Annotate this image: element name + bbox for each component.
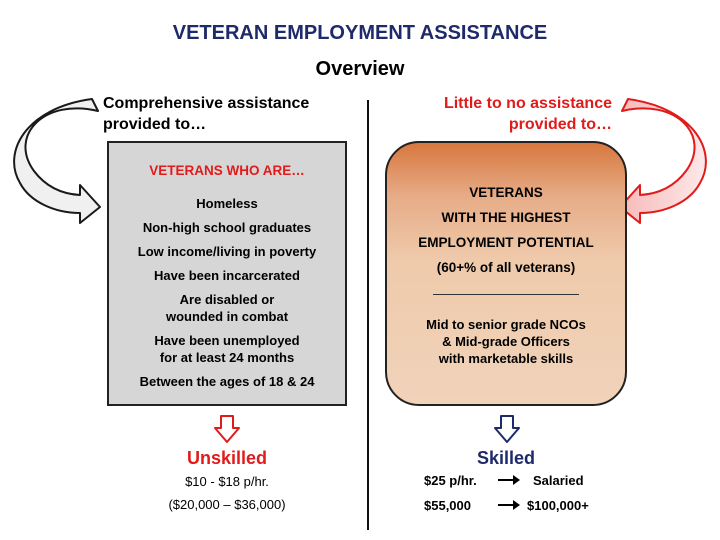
left-heading-line1: Comprehensive assistance (103, 95, 310, 112)
right-box-sub-line: Mid to senior grade NCOs (426, 317, 586, 332)
right-box-line: WITH THE HIGHEST (441, 210, 571, 225)
criteria-item: for at least 24 months (159, 350, 295, 365)
right-heading-line1: Little to no assistance (443, 95, 612, 112)
criteria-item: Between the ages of 18 & 24 (139, 374, 315, 389)
criteria-item: Have been incarcerated (154, 268, 300, 283)
criteria-item: Are disabled or (179, 292, 275, 307)
left-box-heading: VETERANS WHO ARE… (149, 163, 305, 178)
right-arrow-icon (497, 474, 521, 486)
down-arrow-navy-icon (493, 414, 521, 444)
criteria-item: Non-high school graduates (142, 220, 312, 235)
left-veterans-box (107, 141, 347, 406)
left-heading (103, 93, 363, 135)
right-box-line: VETERANS (469, 185, 543, 200)
right-box-sub-line: with marketable skills (438, 351, 574, 366)
unskilled-salary-range: ($20,000 – $36,000) (168, 497, 286, 512)
skilled-pay-from: $25 p/hr. (424, 473, 477, 488)
page-title: VETERAN EMPLOYMENT ASSISTANCE (172, 22, 548, 44)
left-heading-line2: provided to… (103, 116, 207, 133)
center-divider (367, 100, 369, 530)
criteria-item: Homeless (196, 196, 258, 211)
right-heading-line2: provided to… (508, 116, 612, 133)
right-veterans-box (385, 141, 627, 406)
skilled-label: Skilled (476, 448, 536, 468)
page-subtitle: Overview (315, 58, 405, 80)
down-arrow-red-icon (213, 414, 241, 444)
right-heading (400, 93, 612, 135)
right-box-line: EMPLOYMENT POTENTIAL (418, 235, 594, 250)
right-box-sub (387, 316, 625, 367)
skilled-pay-to: Salaried (533, 473, 584, 488)
criteria-item: Have been unemployed (154, 333, 300, 348)
right-box-divider (433, 294, 579, 295)
right-box-sub-line: & Mid-grade Officers (442, 334, 570, 349)
criteria-item: Low income/living in poverty (137, 244, 317, 259)
right-box-line: (60+% of all veterans) (436, 260, 576, 275)
skilled-pay-from: $55,000 (424, 498, 471, 513)
curved-arrow-right-icon (0, 95, 110, 225)
right-arrow-icon (497, 499, 521, 511)
skilled-pay-to: $100,000+ (527, 498, 589, 513)
unskilled-wage-range: $10 - $18 p/hr. (185, 474, 269, 489)
unskilled-label: Unskilled (186, 448, 268, 468)
criteria-item: wounded in combat (165, 309, 289, 324)
